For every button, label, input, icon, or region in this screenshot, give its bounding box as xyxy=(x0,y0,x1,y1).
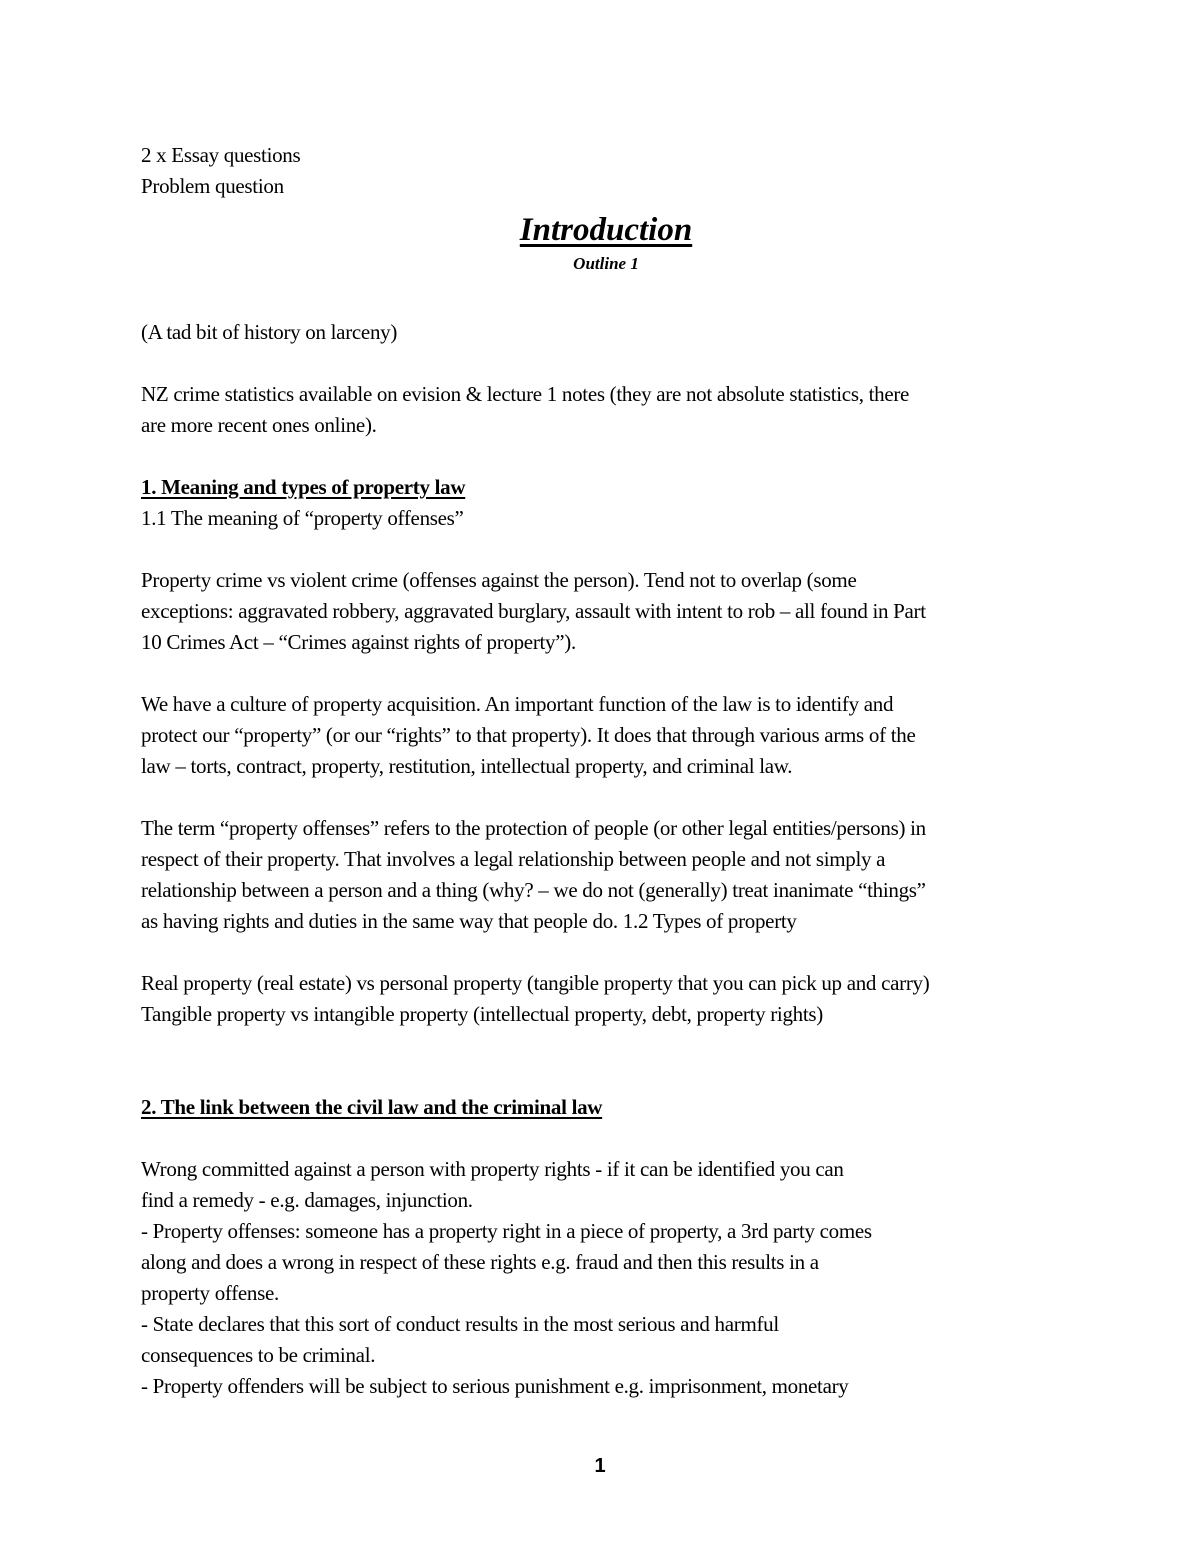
stats-line: NZ crime statistics available on evision & lecture 1 notes (they are not absolute statistics, there xyxy=(141,382,910,406)
paragraph-line: find a remedy - e.g. damages, injunction. xyxy=(141,1188,473,1212)
paragraph-line: respect of their property. That involves a legal relationship between people and not simply a xyxy=(141,847,886,871)
paragraph-line: property offense. xyxy=(141,1281,279,1305)
document-body xyxy=(141,140,1071,1402)
paragraph-line: Wrong committed against a person with property rights - if it can be identified you can xyxy=(141,1157,844,1181)
header-line-essay: 2 x Essay questions xyxy=(141,143,301,167)
paragraph-line: law – torts, contract, property, restitution, intellectual property, and criminal law. xyxy=(141,754,793,778)
paragraph-line: - State declares that this sort of conduct results in the most serious and harmful xyxy=(141,1312,779,1336)
section1-paragraph-3 xyxy=(141,813,1071,937)
section2-body xyxy=(141,1154,1071,1402)
section1-paragraph-1 xyxy=(141,565,1071,658)
paragraph-line: - Property offenses: someone has a property right in a piece of property, a 3rd party comes xyxy=(141,1219,872,1243)
intro-note: (A tad bit of history on larceny) xyxy=(141,320,398,344)
paragraph-line: Real property (real estate) vs personal property (tangible property that you can pick up and carry) xyxy=(141,971,930,995)
paragraph-line: relationship between a person and a thing (why? – we do not (generally) treat inanimate “things” xyxy=(141,878,926,902)
paragraph-line: 10 Crimes Act – “Crimes against rights of property”). xyxy=(141,630,576,654)
stats-line: are more recent ones online). xyxy=(141,413,377,437)
paragraph-line: along and does a wrong in respect of these rights e.g. fraud and then this results in a xyxy=(141,1250,819,1274)
header-line-problem: Problem question xyxy=(141,174,284,198)
paragraph-line: as having rights and duties in the same way that people do. 1.2 Types of property xyxy=(141,909,797,933)
section1-subheading: 1.1 The meaning of “property offenses” xyxy=(141,506,464,530)
paragraph-line: exceptions: aggravated robbery, aggravated burglary, assault with intent to rob – all found in Part xyxy=(141,599,926,623)
paragraph-line: Tangible property vs intangible property (intellectual property, debt, property rights) xyxy=(141,1002,823,1026)
section1-heading: 1. Meaning and types of property law xyxy=(141,475,466,499)
paragraph-line: Property crime vs violent crime (offenses against the person). Tend not to overlap (some xyxy=(141,568,857,592)
document-title: Introduction xyxy=(519,212,693,248)
document-subtitle: Outline 1 xyxy=(573,254,639,273)
section1-paragraph-4 xyxy=(141,968,1071,1030)
section2-heading: 2. The link between the civil law and the criminal law xyxy=(141,1095,603,1119)
section1-paragraph-2 xyxy=(141,689,1071,782)
page-number: 1 xyxy=(594,1455,606,1477)
paragraph-line: We have a culture of property acquisition. An important function of the law is to identify and xyxy=(141,692,894,716)
paragraph-line: The term “property offenses” refers to the protection of people (or other legal entities/persons) in xyxy=(141,816,926,840)
paragraph-line: - Property offenders will be subject to serious punishment e.g. imprisonment, monetary xyxy=(141,1374,849,1398)
stats-paragraph xyxy=(141,379,1071,441)
paragraph-line: protect our “property” (or our “rights” to that property). It does that through various arms of the xyxy=(141,723,916,747)
paragraph-line: consequences to be criminal. xyxy=(141,1343,376,1367)
